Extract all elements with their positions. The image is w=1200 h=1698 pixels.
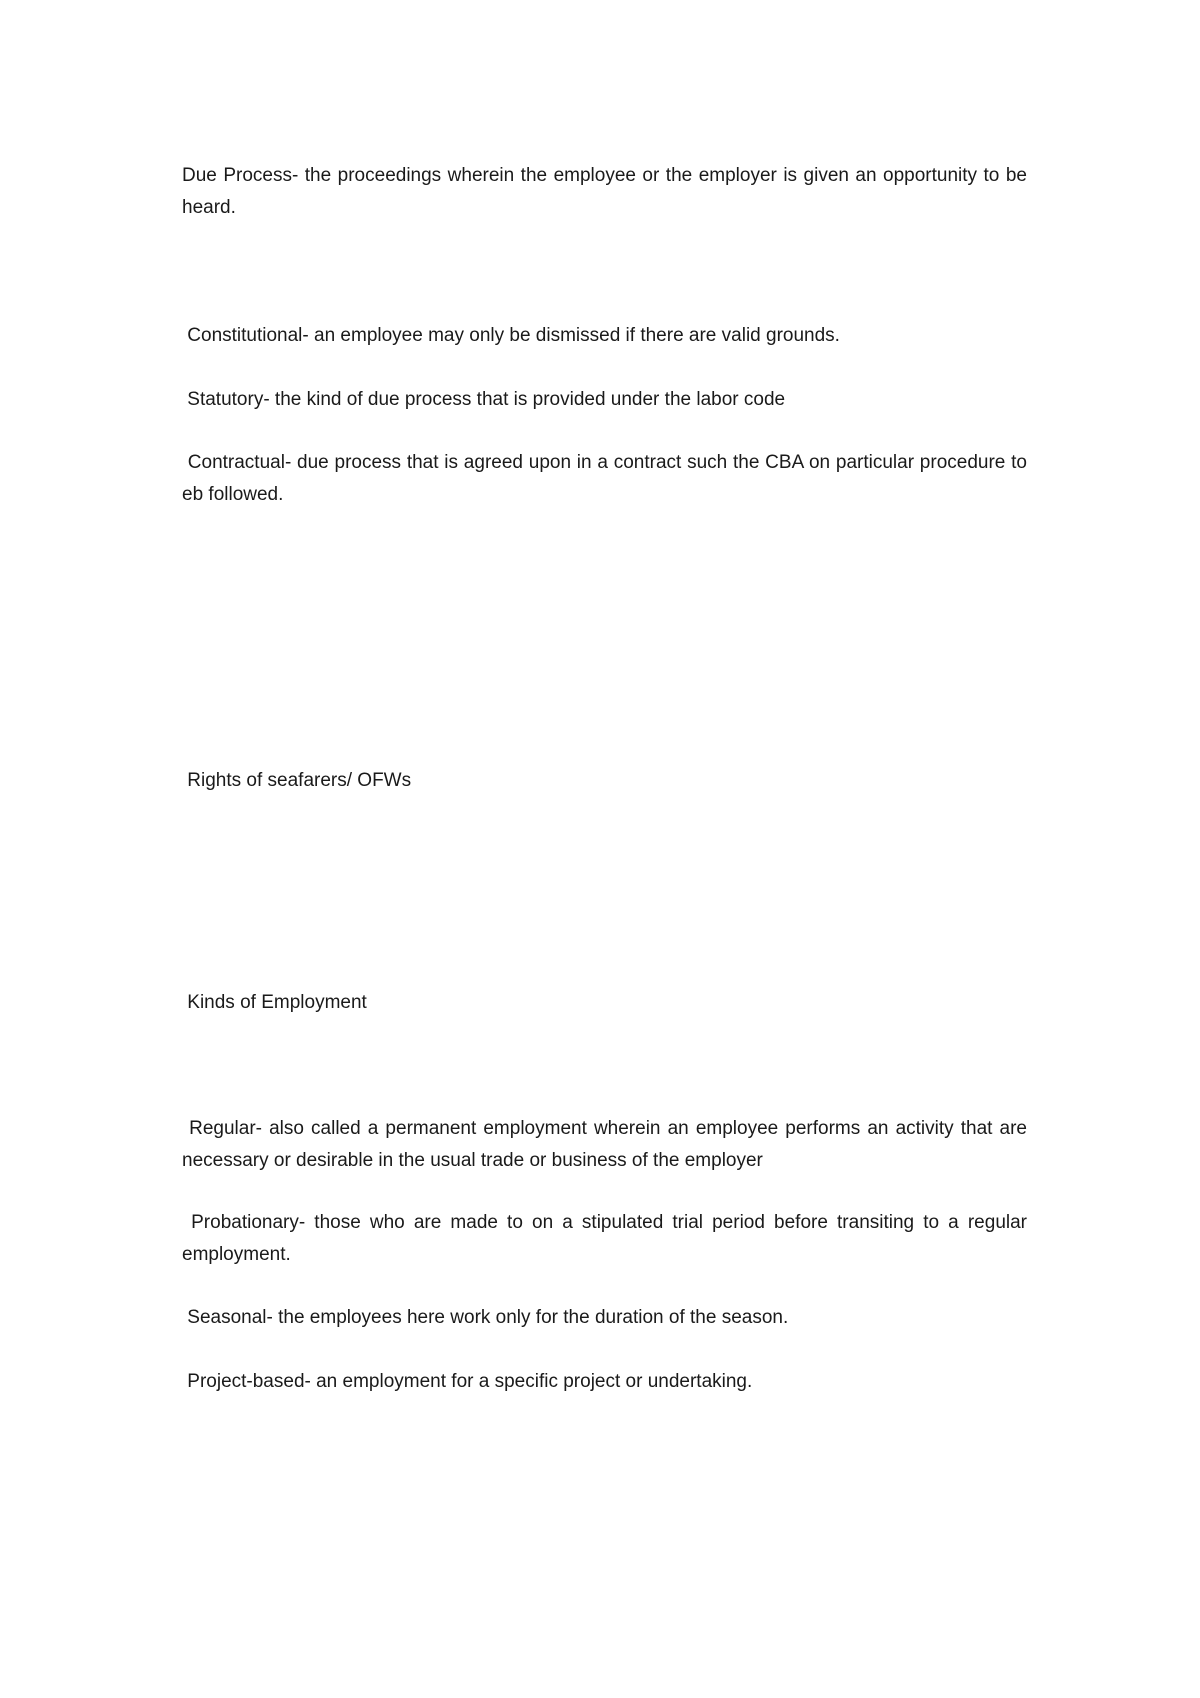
rights-heading-text: Rights of seafarers/ OFWs (187, 770, 412, 791)
seasonal-definition (182, 1302, 1027, 1334)
constitutional-definition (182, 320, 1027, 352)
project-based-definition (182, 1366, 1027, 1398)
statutory-text: Statutory- the kind of due process that is provided under the labor code (187, 389, 786, 410)
regular-text: Regular- also called a permanent employment wherein an employee performs an activity that are necessary or desirable in the usual trade or business of the employer (182, 1118, 1028, 1171)
constitutional-text: Constitutional- an employee may only be dismissed if there are valid grounds. (187, 325, 840, 346)
project-based-text: Project-based- an employment for a specific project or undertaking. (187, 1371, 753, 1392)
regular-definition (182, 1113, 1027, 1177)
rights-heading (182, 765, 411, 797)
kinds-heading-text: Kinds of Employment (187, 992, 367, 1013)
due-process-definition: Due Process- the proceedings wherein the employee or the employer is given an opportunity to be heard. (182, 165, 1027, 218)
contractual-definition (182, 447, 1027, 511)
probationary-definition (182, 1207, 1027, 1271)
kinds-of-employment-heading (182, 987, 367, 1019)
statutory-definition (182, 384, 1027, 416)
seasonal-text: Seasonal- the employees here work only for the duration of the season. (187, 1307, 789, 1328)
contractual-text: Contractual- due process that is agreed upon in a contract such the CBA on particular procedure to eb followed. (182, 452, 1027, 505)
probationary-text: Probationary- those who are made to on a stipulated trial period before transiting to a regular employment. (182, 1212, 1028, 1265)
